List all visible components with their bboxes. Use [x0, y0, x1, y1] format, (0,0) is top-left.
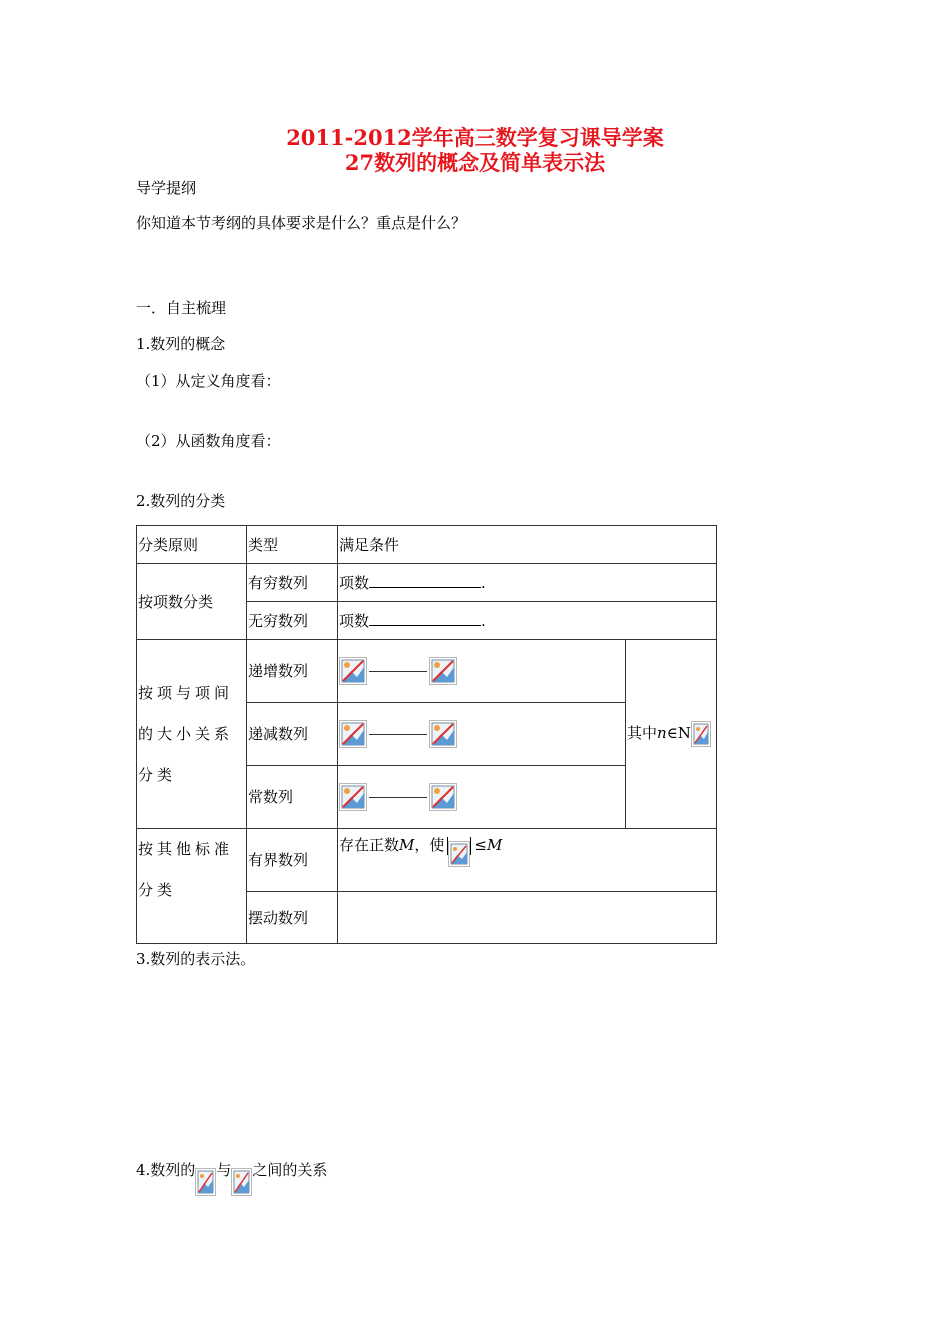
relation-line: [369, 671, 427, 672]
type-infinite: 无穷数列: [247, 602, 338, 640]
condition-bounded: 存在正数M，使 ≤M: [338, 829, 717, 892]
intro-question: 你知道本节考纲的具体要求是什么？重点是什么？: [136, 214, 467, 232]
condition-infinite: 项数 .: [338, 602, 717, 640]
condition-oscillating: [338, 892, 717, 944]
principle-by-size: 按项与项间的大小关系分类: [137, 640, 247, 829]
section1-heading: 一．自主梳理: [136, 299, 227, 317]
broken-image-icon: [339, 657, 367, 685]
item1-heading: 1.数列的概念: [136, 335, 226, 353]
item1-sub1: （1）从定义角度看：: [136, 372, 281, 390]
type-finite: 有穷数列: [247, 564, 338, 602]
relation-line: [369, 797, 427, 798]
table-row: [137, 829, 717, 892]
broken-image-icon: [195, 1168, 216, 1196]
header-type: 类型: [247, 526, 338, 564]
type-bounded: 有界数列: [247, 829, 338, 892]
item4-heading: 4.数列的 与 之间的关系: [136, 1160, 327, 1196]
principle-by-other: 按其他标准分类: [137, 829, 247, 944]
condition-decreasing: [338, 703, 626, 766]
abs-bar-right: [470, 837, 471, 855]
table-header-row: [137, 526, 717, 564]
broken-image-icon: [691, 721, 711, 747]
doc-title-line2: 27数列的概念及简单表示法: [344, 150, 606, 175]
item2-heading: 2.数列的分类: [136, 492, 226, 510]
header-condition: 满足条件: [338, 526, 717, 564]
type-decreasing: 递减数列: [247, 703, 338, 766]
item3-heading: 3.数列的表示法。: [136, 950, 256, 968]
condition-finite: 项数 .: [338, 564, 717, 602]
type-constant: 常数列: [247, 766, 338, 829]
broken-image-icon: [429, 720, 457, 748]
header-principle: 分类原则: [137, 526, 247, 564]
broken-image-icon: [339, 720, 367, 748]
type-oscillating: 摆动数列: [247, 892, 338, 944]
doc-title-line1: 2011-2012学年高三数学复习课导学案: [286, 125, 664, 150]
broken-image-icon: [429, 783, 457, 811]
table-row: [137, 564, 717, 602]
broken-image-icon: [339, 783, 367, 811]
intro-heading: 导学提纲: [136, 179, 197, 197]
relation-line: [369, 734, 427, 735]
type-increasing: 递增数列: [247, 640, 338, 703]
fill-blank: [369, 611, 481, 626]
table-row: [137, 640, 717, 703]
broken-image-icon: [429, 657, 457, 685]
broken-image-icon: [231, 1168, 252, 1196]
broken-image-icon: [448, 841, 470, 867]
condition-constant: [338, 766, 626, 829]
item1-sub2: （2）从函数角度看：: [136, 432, 281, 450]
principle-by-count: 按项数分类: [137, 564, 247, 640]
note-cell: 其中n∈N: [626, 640, 717, 829]
condition-increasing: [338, 640, 626, 703]
fill-blank: [369, 573, 481, 588]
classification-table: [136, 525, 717, 944]
